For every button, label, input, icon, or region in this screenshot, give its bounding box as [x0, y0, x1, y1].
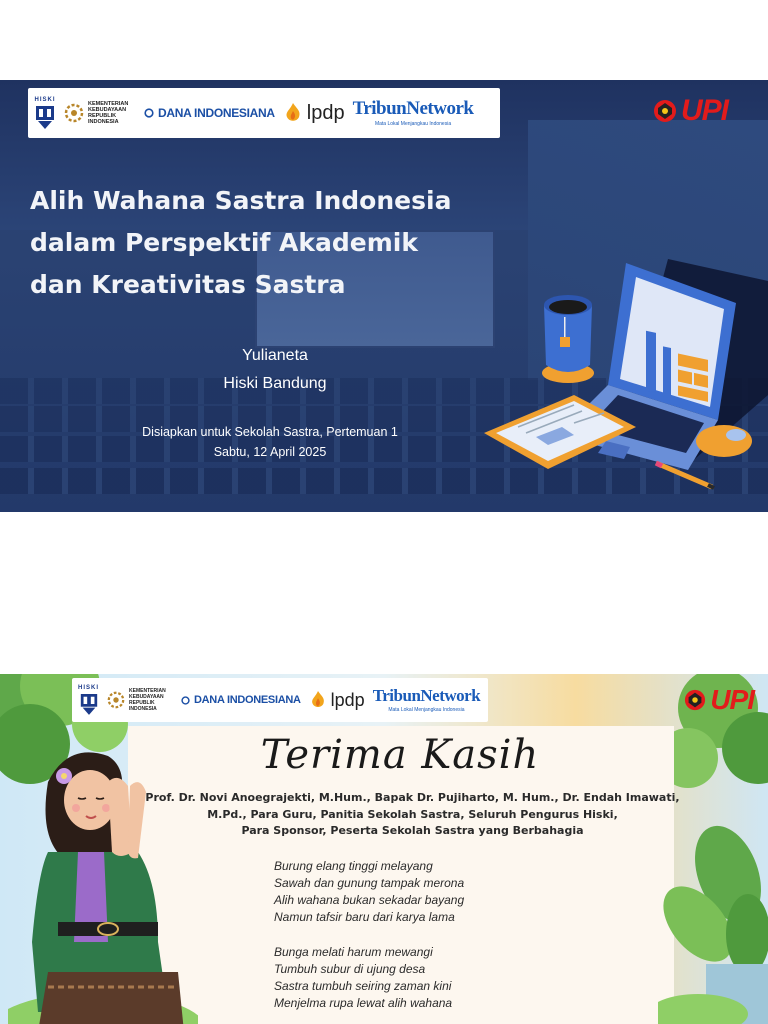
thank-you-title: Terima Kasih — [260, 732, 540, 778]
dana-drop-icon — [181, 696, 190, 705]
thank-you-slide — [0, 674, 768, 1024]
kemenbud-emblem-icon — [64, 103, 84, 123]
lpdp-logo: lpdp — [309, 690, 365, 711]
sponsor-logo-bar — [72, 678, 488, 722]
author-affiliation: Hiski Bandung — [223, 375, 327, 392]
acknowledgement-text: Prof. Dr. Novi Anoegrajekti, M.Hum., Bapak Dr. Pujiharto, M. Hum., Dr. Endah Imawati, M.Pd., Para Guru, Panitia Sekolah Sastra, Seluruh Pengurus Hiski, Para Sponsor, Peserta Sekolah Sastra yang Berbahagia — [145, 791, 680, 837]
upi-logo: UPI — [653, 94, 728, 128]
hiski-logo: HISKI — [78, 685, 99, 716]
prepared-for: Disiapkan untuk Sekolah Sastra, Pertemuan 1 — [142, 425, 398, 439]
title-slide — [0, 80, 768, 512]
hiski-emblem-icon — [79, 692, 99, 716]
event-info — [80, 422, 460, 462]
kemenbud-emblem-icon — [107, 691, 125, 709]
tribun-network-logo: TribunNetwork Mata Lokal Menjangkau Indonesia — [352, 98, 474, 127]
hiski-emblem-icon — [34, 104, 56, 130]
lpdp-flame-icon — [309, 690, 327, 710]
hiski-logo: HISKI — [34, 97, 56, 130]
plant-pot-right-icon — [658, 814, 768, 1024]
upi-emblem-icon — [684, 689, 706, 711]
dana-indonesiana-logo: DANA INDONESIANA — [144, 106, 275, 120]
kemenbud-logo: KEMENTERIAN KEBUDAYAAN REPUBLIK INDONESIA — [64, 101, 136, 125]
dana-drop-icon — [144, 108, 154, 118]
presentation-title: Alih Wahana Sastra Indonesia dalam Perspektif Akademik dan Kreativitas Sastra — [30, 186, 452, 299]
dana-indonesiana-logo: DANA INDONESIANA — [181, 694, 301, 706]
poem-stanza-1: Burung elang tinggi melayang Sawah dan gunung tampak merona Alih wahana bukan sekadar bayang Namun tafsir baru dari karya lama — [274, 859, 465, 924]
upi-logo: UPI — [684, 684, 754, 716]
laptop-desk-illustration — [478, 255, 768, 505]
author-name: Yulianeta — [242, 347, 308, 364]
kemenbud-logo: KEMENTERIAN KEBUDAYAAN REPUBLIK INDONESIA — [107, 688, 173, 712]
lpdp-logo: lpdp — [283, 102, 345, 125]
event-date: Sabtu, 12 April 2025 — [213, 445, 327, 459]
poem-stanza-2: Bunga melati harum mewangi Tumbuh subur di ujung desa Sastra tumbuh seiring zaman kini Menjelma rupa lewat alih wahana — [274, 945, 453, 1010]
lpdp-flame-icon — [283, 102, 303, 124]
tribun-network-logo: TribunNetwork Mata Lokal Menjangkau Indonesia — [372, 686, 481, 713]
sponsor-logo-bar — [28, 88, 500, 138]
upi-emblem-icon — [653, 99, 677, 123]
author-block — [120, 342, 430, 398]
praying-woman-illustration — [8, 742, 198, 1024]
